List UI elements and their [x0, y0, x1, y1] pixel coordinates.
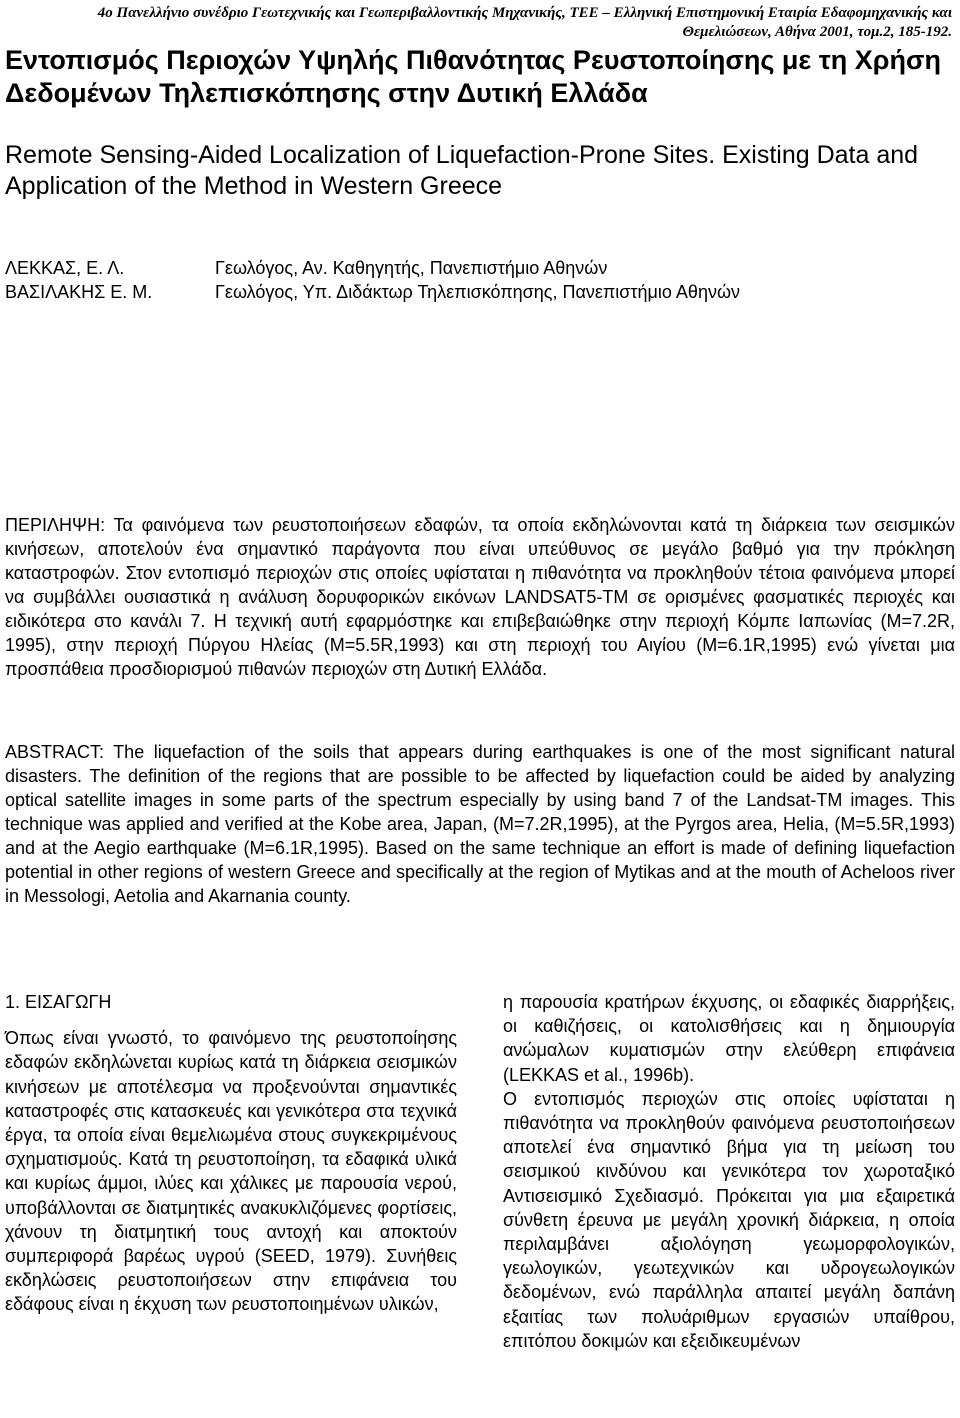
body-paragraph: Όπως είναι γνωστό, το φαινόμενο της ρευστοποίησης εδαφών εκδηλώνεται κυρίως κατά τη διάρκεια σεισμικών κινήσεων με αποτέλεσμα να προξενούνται σημαντικές καταστροφές στις κατασκευές και γενικότερα στα τεχνικά έργα, τα οποία είναι θεμελιωμένα στους συγκεκριμένους σχηματισμούς. Κατά τη ρευστοποίηση, τα εδαφικά υλικά και κυρίως άμμοι, ιλύες και χάλικες με παρουσία νερού, υποβάλλονται σε διατμητικές ανακυκλιζόμενες φορτίσεις, χάνουν τη διατμητική τους αντοχή και αποκτούν συμπεριφορά βαρέως υγρού (SEED, 1979). Συνήθεις εκδηλώσεις ρευστοποιήσεων στην επιφάνεια του εδάφους είναι η έκχυση των ρευστοποιημένων υλικών, [5, 1028, 457, 1315]
author-row [5, 256, 945, 280]
section-heading: 1. ΕΙΣΑΓΩΓΗ [5, 992, 112, 1012]
author-name: ΒΑΣΙΛΑΚΗΣ Ε. Μ. [5, 282, 153, 302]
author-list [5, 256, 945, 304]
author-row [5, 280, 945, 304]
abstract-english: ABSTRACT: The liquefaction of the soils that appears during earthquakes is one of the most significant natural disasters. The definition of the regions that are possible to be affected by liquefaction could be aided by analyzing optical satellite images in some parts of the spectrum especially by using band 7 of the Landsat-TM images. This technique was applied and verified at the Kobe area, Japan, (M=7.2R,1995), at the Pyrgos area, Helia, (M=5.5R,1993) and at the Aegio earthquake (M=6.1R,1995). Based on the same technique an effort is made of defining liquefaction potential in other regions of western Greece and specifically at the region of Mytikas and at the mouth of Acheloos river in Messologi, Aetolia and Akarnania county. [5, 742, 955, 906]
body-paragraph: η παρουσία κρατήρων έκχυσης, οι εδαφικές διαρρήξεις, οι καθιζήσεις, οι κατολισθήσεις και η δημιουργία ανώμαλων κυματισμών στην ελεύθερη επιφάνεια (LEKKAS et al., 1996b). [503, 992, 955, 1085]
paper-title-english: Remote Sensing-Aided Localization of Liquefaction-Prone Sites. Existing Data and Application of the Method in Western Greece [5, 141, 919, 200]
body-column-right [503, 990, 955, 1353]
paper-title-greek: Εντοπισμός Περιοχών Υψηλής Πιθανότητας Ρευστοποίησης με τη Χρήση Δεδομένων Τηλεπισκόπησης στην Δυτική Ελλάδα [5, 45, 941, 108]
body-column-left [5, 990, 457, 1317]
conference-citation [52, 4, 952, 42]
body-paragraph: Ο εντοπισμός περιοχών στις οποίες υφίσταται η πιθανότητα να προκληθούν φαινόμενα ρευστοποιήσεων αποτελεί ένα σημαντικό βήμα για τη μείωση του σεισμικού κινδύνου και γενικότερα τον χωροταξικό Αντισεισμικό Σχεδιασμό. Πρόκειται για μια εξαιρετικά σύνθετη έρευνα με μεγάλη χρονική διάρκεια, η οποία περιλαμβάνει αξιολόγηση γεωμορφολογικών, γεωλογικών, γεωτεχνικών και υδρογεωλογικών δεδομένων, ενώ παράλληλα απαιτεί μεγάλη δαπάνη εξαιτίας των πολυάριθμων εργασιών υπαίθρου, επιτόπου δοκιμών και εξειδικευμένων [503, 1088, 955, 1351]
abstract-greek: ΠΕΡΙΛΗΨΗ: Τα φαινόμενα των ρευστοποιήσεων εδαφών, τα οποία εκδηλώνονται κατά τη διάρκεια των σεισμικών κινήσεων, αποτελούν ένα σημαντικό παράγοντα που είναι υπεύθυνος σε μεγάλο βαθμό για την πρόκληση καταστροφών. Στον εντοπισμό περιοχών στις οποίες υφίσταται η πιθανότητα να προκληθούν τέτοια φαινόμενα μπορεί να συμβάλλει ουσιαστικά η ανάλυση δορυφορικών εικόνων LANDSAT5-TM σε ορισμένες φασματικές περιοχές και ειδικότερα στο κανάλι 7. Η τεχνική αυτή εφαρμόστηκε και επιβεβαιώθηκε στην περιοχή Κόμπε Ιαπωνίας (Μ=7.2R, 1995), στην περιοχή Πύργου Ηλείας (Μ=5.5R,1993) και στη περιοχή του Αιγίου (Μ=6.1R,1995) ενώ γίνεται μια προσπάθεια προσδιορισμού πιθανών περιοχών στη Δυτική Ελλάδα. [5, 515, 955, 679]
author-affiliation: Γεωλόγος, Αν. Καθηγητής, Πανεπιστήμιο Αθηνών [215, 258, 608, 278]
author-name: ΛΕΚΚΑΣ, Ε. Λ. [5, 258, 125, 278]
citation-line-1: 4ο Πανελλήνιο συνέδριο Γεωτεχνικής και Γεωπεριβαλλοντικής Μηχανικής, ΤΕΕ – Ελληνική Επιστημονική Εταιρία Εδαφομηχανικής και [97, 5, 952, 21]
citation-line-2: Θεμελιώσεων, Αθήνα 2001, τομ.2, 185-192. [682, 24, 952, 40]
author-affiliation: Γεωλόγος, Υπ. Διδάκτωρ Τηλεπισκόπησης, Πανεπιστήμιο Αθηνών [215, 282, 741, 302]
